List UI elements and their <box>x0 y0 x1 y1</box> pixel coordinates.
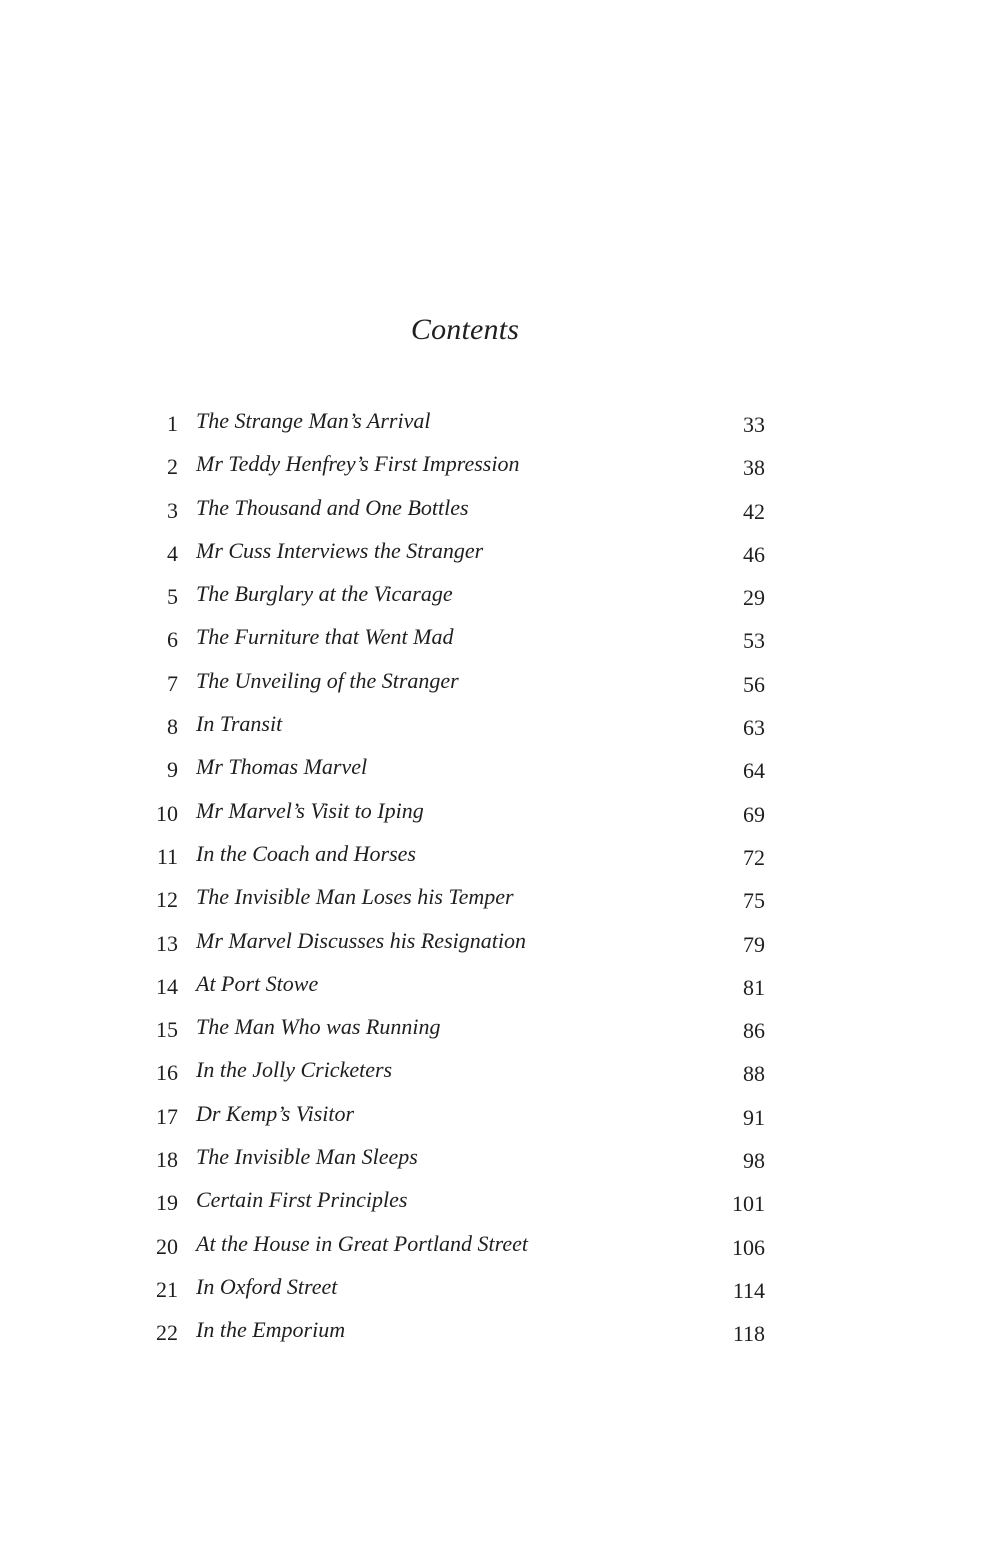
chapter-number: 1 <box>167 411 178 436</box>
toc-entry <box>0 1051 1000 1094</box>
toc-entry <box>0 662 1000 705</box>
toc-entry <box>0 965 1000 1008</box>
toc-entry <box>0 878 1000 921</box>
toc-entry <box>0 922 1000 965</box>
toc-entry <box>0 1311 1000 1354</box>
chapter-number: 2 <box>167 454 178 480</box>
chapter-number: 7 <box>167 670 178 696</box>
page-number: 64 <box>743 758 765 784</box>
chapter-title: Mr Thomas Marvel <box>196 754 368 780</box>
page-number: 98 <box>743 1148 765 1174</box>
chapter-title: The Strange Man’s Arrival <box>196 408 431 433</box>
chapter-title: The Burglary at the Vicarage <box>196 581 453 607</box>
chapter-title: In the Coach and Horses <box>196 840 416 866</box>
toc-entry <box>0 1095 1000 1138</box>
table-of-contents <box>0 402 1000 1355</box>
toc-entry <box>0 402 1000 445</box>
chapter-number: 18 <box>156 1147 178 1173</box>
chapter-title: In the Emporium <box>196 1317 346 1343</box>
page-number: 56 <box>743 671 765 697</box>
page-title: Contents <box>410 313 520 346</box>
page-number: 33 <box>743 412 765 437</box>
toc-entry <box>0 1268 1000 1311</box>
page-number: 79 <box>743 931 765 957</box>
toc-entry <box>0 1225 1000 1268</box>
chapter-number: 15 <box>156 1017 178 1043</box>
chapter-title: In Transit <box>196 711 283 737</box>
chapter-number: 17 <box>156 1103 178 1129</box>
page-number: 69 <box>743 801 765 827</box>
page-number: 81 <box>743 974 765 1000</box>
page-number: 38 <box>743 455 765 481</box>
page-number: 106 <box>732 1234 765 1260</box>
toc-entry <box>0 489 1000 532</box>
toc-entry <box>0 1138 1000 1181</box>
chapter-number: 5 <box>167 584 178 610</box>
toc-entry <box>0 835 1000 878</box>
chapter-number: 3 <box>167 497 178 523</box>
page-number: 91 <box>743 1104 765 1130</box>
toc-entry <box>0 1181 1000 1224</box>
chapter-title: Certain First Principles <box>196 1187 408 1213</box>
chapter-number: 13 <box>156 930 178 956</box>
page-number: 29 <box>743 585 765 611</box>
page-number: 72 <box>743 844 765 870</box>
page-number: 75 <box>743 888 765 914</box>
chapter-number: 22 <box>156 1320 178 1346</box>
toc-entry <box>0 618 1000 661</box>
chapter-title: The Furniture that Went Mad <box>196 624 454 650</box>
page-number: 53 <box>743 628 765 654</box>
chapter-title: The Invisible Man Sleeps <box>196 1144 418 1170</box>
chapter-number: 9 <box>167 757 178 783</box>
page-number: 63 <box>743 715 765 741</box>
toc-entry <box>0 1008 1000 1051</box>
page-number: 42 <box>743 498 765 524</box>
chapter-title: Dr Kemp’s Visitor <box>196 1100 355 1126</box>
chapter-number: 14 <box>156 973 178 999</box>
chapter-title: At Port Stowe <box>196 970 319 996</box>
chapter-title: Mr Marvel’s Visit to Iping <box>196 797 424 823</box>
chapter-title: Mr Cuss Interviews the Stranger <box>196 537 484 563</box>
toc-entry <box>0 575 1000 618</box>
chapter-title: In Oxford Street <box>196 1273 338 1299</box>
toc-entry <box>0 705 1000 748</box>
chapter-title: The Thousand and One Bottles <box>196 494 469 520</box>
chapter-number: 21 <box>156 1276 178 1302</box>
toc-entry <box>0 532 1000 575</box>
chapter-number: 16 <box>156 1060 178 1086</box>
chapter-title: Mr Teddy Henfrey’s First Impression <box>196 451 520 477</box>
chapter-number: 6 <box>167 627 178 653</box>
chapter-title: The Invisible Man Loses his Temper <box>196 884 514 910</box>
chapter-number: 19 <box>156 1190 178 1216</box>
toc-entry <box>0 792 1000 835</box>
chapter-title: At the House in Great Portland Street <box>196 1230 528 1256</box>
chapter-number: 4 <box>167 540 178 566</box>
page-number: 118 <box>732 1321 765 1347</box>
chapter-title: Mr Marvel Discusses his Resignation <box>196 927 526 953</box>
page-number: 46 <box>743 541 765 567</box>
page-number: 88 <box>743 1061 765 1087</box>
chapter-number: 12 <box>156 887 178 913</box>
page-number: 114 <box>732 1277 765 1303</box>
chapter-number: 11 <box>156 843 178 869</box>
chapter-title: In the Jolly Cricketers <box>196 1057 393 1083</box>
chapter-title: The Unveiling of the Stranger <box>196 667 459 693</box>
chapter-number: 20 <box>156 1233 178 1259</box>
chapter-title: The Man Who was Running <box>196 1014 441 1040</box>
chapter-number: 8 <box>167 714 178 740</box>
toc-entry <box>0 445 1000 488</box>
chapter-number: 10 <box>156 800 178 826</box>
toc-entry <box>0 748 1000 791</box>
page-number: 101 <box>732 1191 765 1217</box>
page-number: 86 <box>743 1018 765 1044</box>
